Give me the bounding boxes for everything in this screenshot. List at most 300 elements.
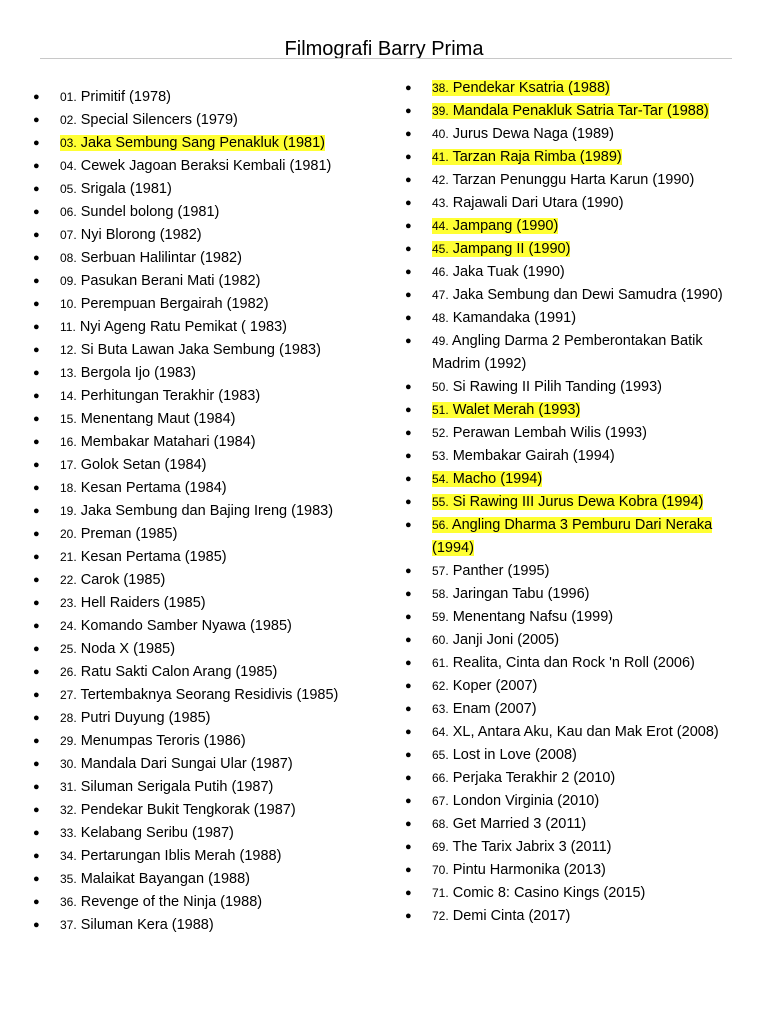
film-title: Rajawali Dari Utara (1990) bbox=[452, 195, 624, 211]
bullet-icon: ● bbox=[33, 206, 40, 218]
film-list-item bbox=[28, 822, 368, 845]
film-title: Enam (2007) bbox=[452, 701, 537, 717]
film-number: 48. bbox=[432, 311, 449, 325]
bullet-icon: ● bbox=[405, 611, 412, 623]
film-title: Jaka Sembung dan Bajing Ireng (1983) bbox=[80, 503, 334, 519]
bullet-icon: ● bbox=[405, 864, 412, 876]
bullet-icon: ● bbox=[33, 459, 40, 471]
film-list-item bbox=[28, 270, 368, 293]
film-list-item bbox=[28, 86, 368, 109]
film-title: Bergola Ijo (1983) bbox=[80, 365, 196, 381]
film-entry bbox=[432, 333, 703, 372]
film-title: Putri Duyung (1985) bbox=[80, 710, 211, 726]
film-number: 15. bbox=[60, 412, 77, 426]
film-number: 72. bbox=[432, 909, 449, 923]
bullet-icon: ● bbox=[33, 666, 40, 678]
film-number: 42. bbox=[432, 173, 449, 187]
bullet-icon: ● bbox=[405, 220, 412, 232]
film-entry bbox=[60, 342, 321, 358]
film-entry bbox=[60, 112, 238, 128]
film-title: Srigala (1981) bbox=[80, 181, 172, 197]
film-list-item bbox=[28, 799, 368, 822]
bullet-icon: ● bbox=[405, 450, 412, 462]
bullet-icon: ● bbox=[405, 105, 412, 117]
bullet-icon: ● bbox=[33, 781, 40, 793]
film-number: 62. bbox=[432, 679, 449, 693]
film-entry bbox=[432, 448, 615, 464]
film-entry bbox=[432, 632, 559, 648]
film-title: Komando Samber Nyawa (1985) bbox=[80, 618, 292, 634]
film-title: Si Rawing II Pilih Tanding (1993) bbox=[452, 379, 663, 395]
film-entry bbox=[60, 733, 246, 749]
film-title: Nyi Blorong (1982) bbox=[80, 227, 202, 243]
film-number: 02. bbox=[60, 113, 77, 127]
film-number: 71. bbox=[432, 886, 449, 900]
bullet-icon: ● bbox=[33, 574, 40, 586]
film-title: Pendekar Ksatria (1988) bbox=[452, 80, 610, 96]
film-entry bbox=[432, 678, 537, 694]
bullet-icon: ● bbox=[33, 183, 40, 195]
film-title: Sundel bolong (1981) bbox=[80, 204, 220, 220]
film-number: 58. bbox=[432, 587, 449, 601]
bullet-icon: ● bbox=[33, 321, 40, 333]
bullet-icon: ● bbox=[33, 413, 40, 425]
bullet-icon: ● bbox=[33, 390, 40, 402]
film-number: 30. bbox=[60, 757, 77, 771]
film-title: Perawan Lembah Wilis (1993) bbox=[452, 425, 647, 441]
film-entry bbox=[60, 526, 177, 542]
film-title: Si Rawing III Jurus Dewa Kobra (1994) bbox=[452, 494, 704, 510]
bullet-icon: ● bbox=[33, 850, 40, 862]
film-number: 46. bbox=[432, 265, 449, 279]
film-list-item bbox=[400, 629, 740, 652]
film-title: Comic 8: Casino Kings (2015) bbox=[452, 885, 646, 901]
bullet-icon: ● bbox=[33, 252, 40, 264]
film-title: Kesan Pertama (1984) bbox=[80, 480, 227, 496]
film-title: Panther (1995) bbox=[452, 563, 550, 579]
film-title: Kamandaka (1991) bbox=[452, 310, 577, 326]
film-title: Special Silencers (1979) bbox=[80, 112, 238, 128]
highlighted-film-entry bbox=[432, 103, 709, 119]
film-list-item bbox=[400, 744, 740, 767]
film-number: 11. bbox=[60, 320, 76, 334]
film-number: 69. bbox=[432, 840, 449, 854]
film-number: 33. bbox=[60, 826, 77, 840]
film-list-item bbox=[28, 891, 368, 914]
film-entry bbox=[432, 770, 615, 786]
film-entry bbox=[432, 885, 645, 901]
film-number: 17. bbox=[60, 458, 77, 472]
film-number: 60. bbox=[432, 633, 449, 647]
bullet-icon: ● bbox=[33, 551, 40, 563]
film-number: 10. bbox=[60, 297, 77, 311]
film-list-item bbox=[400, 790, 740, 813]
film-list-item bbox=[400, 422, 740, 445]
film-number: 18. bbox=[60, 481, 77, 495]
film-title: Menentang Maut (1984) bbox=[80, 411, 236, 427]
film-entry bbox=[60, 825, 234, 841]
bullet-icon: ● bbox=[33, 620, 40, 632]
film-list-item bbox=[400, 491, 740, 514]
film-list-item bbox=[28, 776, 368, 799]
film-number: 56. bbox=[432, 518, 449, 532]
film-list-item bbox=[400, 675, 740, 698]
film-list-item bbox=[28, 661, 368, 684]
film-list-item bbox=[400, 284, 740, 307]
bullet-icon: ● bbox=[405, 174, 412, 186]
film-number: 25. bbox=[60, 642, 77, 656]
film-entry bbox=[60, 917, 214, 933]
film-number: 36. bbox=[60, 895, 77, 909]
film-list-item bbox=[28, 592, 368, 615]
film-number: 47. bbox=[432, 288, 449, 302]
film-list-item bbox=[400, 514, 740, 560]
film-entry bbox=[432, 310, 576, 326]
bullet-icon: ● bbox=[33, 804, 40, 816]
bullet-icon: ● bbox=[405, 82, 412, 94]
film-list-item bbox=[28, 224, 368, 247]
film-list-item bbox=[400, 376, 740, 399]
film-list-item bbox=[400, 215, 740, 238]
film-number: 51. bbox=[432, 403, 449, 417]
film-entry bbox=[432, 586, 590, 602]
film-title: Koper (2007) bbox=[452, 678, 538, 694]
bullet-icon: ● bbox=[33, 505, 40, 517]
film-list-item bbox=[28, 178, 368, 201]
film-title: Menumpas Teroris (1986) bbox=[80, 733, 246, 749]
film-number: 34. bbox=[60, 849, 77, 863]
film-title: Cewek Jagoan Beraksi Kembali (1981) bbox=[80, 158, 332, 174]
bullet-icon: ● bbox=[405, 151, 412, 163]
film-number: 39. bbox=[432, 104, 449, 118]
film-number: 04. bbox=[60, 159, 77, 173]
film-list-item bbox=[400, 100, 740, 123]
film-entry bbox=[60, 802, 296, 818]
film-number: 05. bbox=[60, 182, 77, 196]
film-title: Kesan Pertama (1985) bbox=[80, 549, 227, 565]
film-title: Pasukan Berani Mati (1982) bbox=[80, 273, 261, 289]
bullet-icon: ● bbox=[405, 772, 412, 784]
film-entry bbox=[60, 434, 256, 450]
bullet-icon: ● bbox=[405, 519, 412, 531]
film-title: Malaikat Bayangan (1988) bbox=[80, 871, 250, 887]
film-title: Mandala Dari Sungai Ular (1987) bbox=[80, 756, 293, 772]
bullet-icon: ● bbox=[33, 436, 40, 448]
film-entry bbox=[60, 204, 219, 220]
film-number: 70. bbox=[432, 863, 449, 877]
film-list-item bbox=[28, 316, 368, 339]
film-entry bbox=[60, 227, 202, 243]
film-title: Lost in Love (2008) bbox=[452, 747, 577, 763]
bullet-icon: ● bbox=[405, 657, 412, 669]
film-entry bbox=[60, 779, 273, 795]
bullet-icon: ● bbox=[33, 758, 40, 770]
film-number: 31. bbox=[60, 780, 77, 794]
film-entry bbox=[60, 250, 242, 266]
film-list-item bbox=[28, 109, 368, 132]
film-list-item bbox=[400, 123, 740, 146]
film-list-item bbox=[28, 868, 368, 891]
film-entry bbox=[60, 365, 196, 381]
film-number: 61. bbox=[432, 656, 449, 670]
film-list-item bbox=[400, 583, 740, 606]
film-number: 44. bbox=[432, 219, 449, 233]
film-list-item bbox=[28, 339, 368, 362]
film-number: 65. bbox=[432, 748, 449, 762]
bullet-icon: ● bbox=[405, 266, 412, 278]
film-number: 59. bbox=[432, 610, 449, 624]
film-title: Menentang Nafsu (1999) bbox=[452, 609, 614, 625]
film-number: 29. bbox=[60, 734, 77, 748]
film-title: Ratu Sakti Calon Arang (1985) bbox=[80, 664, 278, 680]
bullet-icon: ● bbox=[405, 634, 412, 646]
film-list-item bbox=[28, 385, 368, 408]
bullet-icon: ● bbox=[33, 367, 40, 379]
film-number: 43. bbox=[432, 196, 449, 210]
film-title: Mandala Penakluk Satria Tar-Tar (1988) bbox=[452, 103, 709, 119]
film-entry bbox=[60, 503, 333, 519]
film-title: Perjaka Terakhir 2 (2010) bbox=[452, 770, 616, 786]
film-title: Jaka Tuak (1990) bbox=[452, 264, 565, 280]
film-list-item bbox=[400, 330, 740, 376]
film-title: Serbuan Halilintar (1982) bbox=[80, 250, 242, 266]
film-title: Walet Merah (1993) bbox=[452, 402, 581, 418]
film-title: Tarzan Penunggu Harta Karun (1990) bbox=[452, 172, 695, 188]
film-entry bbox=[432, 172, 694, 188]
film-entry bbox=[432, 862, 606, 878]
bullet-icon: ● bbox=[33, 114, 40, 126]
film-title: Perhitungan Terakhir (1983) bbox=[80, 388, 261, 404]
film-title: Pertarungan Iblis Merah (1988) bbox=[80, 848, 282, 864]
film-list-item bbox=[400, 698, 740, 721]
bullet-icon: ● bbox=[33, 160, 40, 172]
film-list-item bbox=[28, 201, 368, 224]
film-list-item bbox=[28, 707, 368, 730]
film-title: Noda X (1985) bbox=[80, 641, 176, 657]
film-list-item bbox=[400, 238, 740, 261]
film-title: Siluman Serigala Putih (1987) bbox=[80, 779, 274, 795]
film-title: Kelabang Seribu (1987) bbox=[80, 825, 234, 841]
bullet-icon: ● bbox=[405, 818, 412, 830]
bullet-icon: ● bbox=[405, 128, 412, 140]
film-list-item bbox=[400, 77, 740, 100]
film-entry bbox=[432, 747, 577, 763]
film-entry bbox=[432, 425, 647, 441]
bullet-icon: ● bbox=[33, 229, 40, 241]
film-number: 57. bbox=[432, 564, 449, 578]
bullet-icon: ● bbox=[33, 275, 40, 287]
highlighted-film-entry bbox=[60, 135, 325, 151]
bullet-icon: ● bbox=[33, 137, 40, 149]
film-entry bbox=[60, 664, 277, 680]
film-title: Demi Cinta (2017) bbox=[452, 908, 571, 924]
film-title: London Virginia (2010) bbox=[452, 793, 600, 809]
bullet-icon: ● bbox=[405, 910, 412, 922]
film-title: Perempuan Bergairah (1982) bbox=[80, 296, 269, 312]
film-list-item bbox=[400, 882, 740, 905]
film-entry bbox=[60, 89, 171, 105]
bullet-icon: ● bbox=[405, 795, 412, 807]
film-number: 24. bbox=[60, 619, 77, 633]
film-list-item bbox=[400, 307, 740, 330]
film-number: 22. bbox=[60, 573, 77, 587]
film-entry bbox=[60, 710, 210, 726]
film-entry bbox=[60, 848, 281, 864]
film-list-item bbox=[28, 638, 368, 661]
film-number: 07. bbox=[60, 228, 77, 242]
bullet-icon: ● bbox=[33, 298, 40, 310]
film-number: 40. bbox=[432, 127, 449, 141]
bullet-icon: ● bbox=[405, 427, 412, 439]
film-number: 20. bbox=[60, 527, 77, 541]
highlighted-film-entry bbox=[432, 402, 580, 418]
film-title: Jaka Sembung Sang Penakluk (1981) bbox=[80, 135, 325, 151]
film-title: XL, Antara Aku, Kau dan Mak Erot (2008) bbox=[452, 724, 719, 740]
film-entry bbox=[432, 701, 537, 717]
film-title: The Tarix Jabrix 3 (2011) bbox=[452, 839, 612, 855]
film-title: Jampang II (1990) bbox=[452, 241, 571, 257]
film-list-item bbox=[28, 431, 368, 454]
bullet-icon: ● bbox=[405, 749, 412, 761]
film-list-item bbox=[28, 408, 368, 431]
highlighted-film-entry bbox=[432, 80, 610, 96]
highlighted-film-entry bbox=[432, 149, 622, 165]
film-list-item bbox=[28, 247, 368, 270]
bullet-icon: ● bbox=[33, 712, 40, 724]
bullet-icon: ● bbox=[33, 643, 40, 655]
film-number: 19. bbox=[60, 504, 77, 518]
film-number: 35. bbox=[60, 872, 77, 886]
film-list-item bbox=[400, 813, 740, 836]
highlighted-film-entry bbox=[432, 241, 570, 257]
film-entry bbox=[60, 457, 206, 473]
highlighted-film-entry bbox=[432, 494, 703, 510]
film-title: Janji Joni (2005) bbox=[452, 632, 560, 648]
film-number: 14. bbox=[60, 389, 77, 403]
bullet-icon: ● bbox=[405, 335, 412, 347]
film-entry bbox=[60, 319, 287, 335]
film-number: 41. bbox=[432, 150, 449, 164]
film-list-item bbox=[400, 445, 740, 468]
film-number: 16. bbox=[60, 435, 77, 449]
film-entry bbox=[60, 181, 172, 197]
highlighted-film-entry bbox=[432, 517, 712, 556]
film-number: 32. bbox=[60, 803, 77, 817]
film-title: Tertembaknya Seorang Residivis (1985) bbox=[80, 687, 339, 703]
bullet-icon: ● bbox=[405, 588, 412, 600]
film-title: Angling Darma 2 Pemberontakan Batik Madrim (1992) bbox=[432, 333, 703, 372]
film-number: 06. bbox=[60, 205, 77, 219]
film-entry bbox=[432, 724, 719, 740]
film-number: 09. bbox=[60, 274, 77, 288]
bullet-icon: ● bbox=[405, 197, 412, 209]
film-number: 21. bbox=[60, 550, 77, 564]
film-list-item bbox=[400, 261, 740, 284]
film-list-item bbox=[28, 753, 368, 776]
film-list-item bbox=[400, 836, 740, 859]
film-title: Get Married 3 (2011) bbox=[452, 816, 587, 832]
film-list-item bbox=[400, 859, 740, 882]
bullet-icon: ● bbox=[33, 597, 40, 609]
film-entry bbox=[432, 609, 613, 625]
bullet-icon: ● bbox=[405, 703, 412, 715]
film-entry bbox=[432, 264, 565, 280]
film-entry bbox=[432, 379, 662, 395]
page-title: Filmografi Barry Prima bbox=[284, 38, 484, 60]
film-title: Membakar Matahari (1984) bbox=[80, 434, 256, 450]
film-list-item bbox=[400, 468, 740, 491]
film-entry bbox=[432, 839, 612, 855]
bullet-icon: ● bbox=[33, 482, 40, 494]
film-title: Carok (1985) bbox=[80, 572, 166, 588]
film-title: Hell Raiders (1985) bbox=[80, 595, 206, 611]
film-title: Pintu Harmonika (2013) bbox=[452, 862, 606, 878]
film-list-item bbox=[28, 293, 368, 316]
film-list-item bbox=[400, 399, 740, 422]
film-list-item bbox=[28, 132, 368, 155]
bullet-icon: ● bbox=[33, 528, 40, 540]
film-title: Primitif (1978) bbox=[80, 89, 171, 105]
bullet-icon: ● bbox=[33, 919, 40, 931]
film-entry bbox=[432, 816, 586, 832]
film-number: 23. bbox=[60, 596, 77, 610]
film-entry bbox=[432, 195, 624, 211]
film-entry bbox=[60, 894, 262, 910]
film-entry bbox=[60, 871, 250, 887]
bullet-icon: ● bbox=[405, 680, 412, 692]
film-list-item bbox=[28, 477, 368, 500]
film-list-item bbox=[400, 560, 740, 583]
film-entry bbox=[432, 563, 549, 579]
film-list-item bbox=[400, 721, 740, 744]
film-title: Pendekar Bukit Tengkorak (1987) bbox=[80, 802, 296, 818]
film-list-item bbox=[400, 905, 740, 928]
film-list-item bbox=[28, 155, 368, 178]
bullet-icon: ● bbox=[33, 873, 40, 885]
film-number: 63. bbox=[432, 702, 449, 716]
film-list-item bbox=[400, 169, 740, 192]
film-list-item bbox=[28, 684, 368, 707]
bullet-icon: ● bbox=[405, 841, 412, 853]
film-list-item bbox=[400, 192, 740, 215]
bullet-icon: ● bbox=[405, 565, 412, 577]
film-number: 54. bbox=[432, 472, 449, 486]
film-entry bbox=[432, 126, 614, 142]
film-title: Angling Dharma 3 Pemburu Dari Neraka (1994) bbox=[432, 517, 713, 556]
film-list-item bbox=[400, 606, 740, 629]
film-entry bbox=[60, 756, 293, 772]
film-list-item bbox=[28, 914, 368, 937]
film-entry bbox=[60, 158, 331, 174]
film-entry bbox=[432, 655, 695, 671]
film-list-item bbox=[400, 652, 740, 675]
filmography-list-left bbox=[28, 86, 368, 937]
film-title: Jampang (1990) bbox=[452, 218, 559, 234]
film-number: 27. bbox=[60, 688, 77, 702]
bullet-icon: ● bbox=[405, 243, 412, 255]
film-number: 53. bbox=[432, 449, 449, 463]
film-number: 01. bbox=[60, 90, 77, 104]
bullet-icon: ● bbox=[405, 726, 412, 738]
film-entry bbox=[60, 480, 227, 496]
film-number: 49. bbox=[432, 334, 449, 348]
film-list-item bbox=[28, 730, 368, 753]
film-list-item bbox=[28, 500, 368, 523]
bullet-icon: ● bbox=[33, 827, 40, 839]
bullet-icon: ● bbox=[405, 381, 412, 393]
film-list-item bbox=[28, 523, 368, 546]
film-title: Jaringan Tabu (1996) bbox=[452, 586, 590, 602]
